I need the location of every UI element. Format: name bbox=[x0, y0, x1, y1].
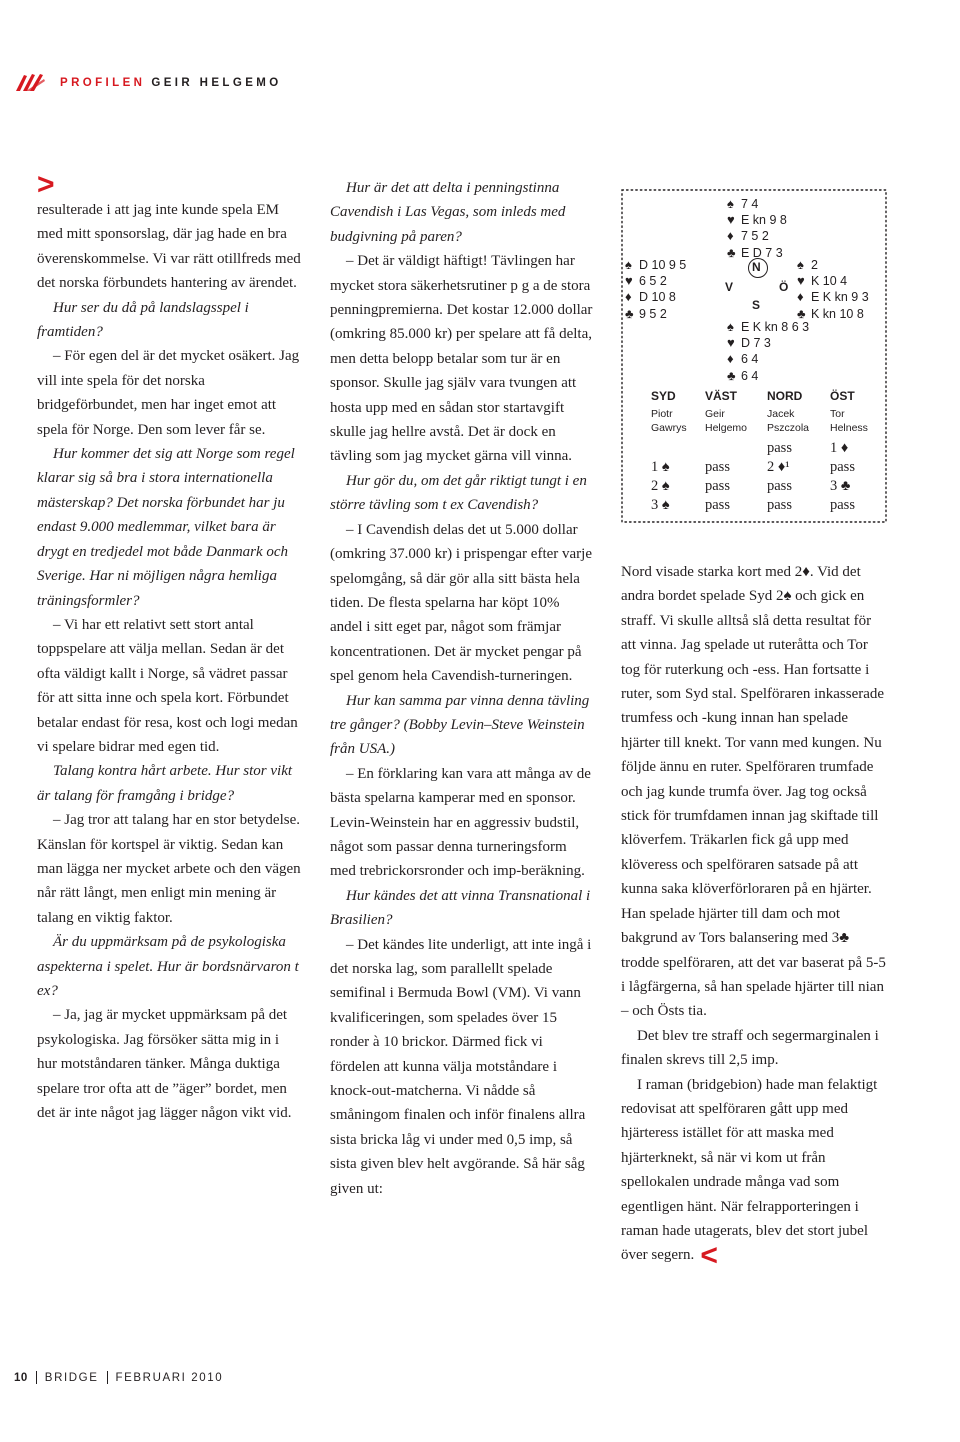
bid: pass bbox=[705, 497, 730, 513]
section-kicker bbox=[60, 77, 282, 89]
paragraph: resulterade i att jag inte kunde spela EM med mitt sponsorslag, där jag hade en bra överenskommelse. Vi var rätt otillfreds med det norska förbundets hantering av ärendet. bbox=[37, 202, 301, 292]
page-header bbox=[14, 72, 282, 94]
paragraph: – I Cavendish delas det ut 5.000 dollar (omkring 37.000 kr) i prispengar efter varje spelomgång, så där gör alla sitt bästa hela tiden. De flesta spelarna har köpt 10% andel i sitt eget par, något som främjar koncentrationen. Det är mycket pengar på spel genom hela Cavendish-turneringen. bbox=[330, 521, 592, 685]
bid: pass bbox=[767, 497, 792, 513]
bidding-round bbox=[621, 440, 887, 459]
west-suit-line bbox=[625, 306, 686, 322]
east-suit-line bbox=[797, 289, 869, 305]
suit-icon: ♠ bbox=[727, 319, 734, 334]
suit-icon: ♣ bbox=[727, 244, 736, 260]
bidding-round bbox=[621, 459, 887, 478]
text-column-3 bbox=[621, 560, 887, 1273]
east-suit-line bbox=[797, 257, 869, 273]
bid: 3 ♠ bbox=[651, 497, 670, 513]
bidding-round bbox=[621, 497, 887, 516]
header-vast: VÄST bbox=[705, 389, 738, 403]
fan-of-cards-logo bbox=[14, 73, 48, 93]
bidding-rows bbox=[621, 440, 887, 516]
bidding-players: Piotr Gawrys Geir Helgemo Jacek Pszczola Tor Helness bbox=[651, 408, 868, 434]
north-hand bbox=[727, 196, 787, 261]
east-suit-line bbox=[797, 273, 869, 289]
west-suit-line bbox=[625, 257, 686, 273]
suit-icon: ♦ bbox=[727, 351, 734, 367]
suit-icon: ♥ bbox=[727, 335, 735, 351]
cards: E K kn 9 3 bbox=[811, 290, 869, 305]
interview-question: Hur kommer det sig att Norge som regel klarar sig så bra i stora internationella mästerskap? Det norska förbundet har ju endast 9.000 medlemmar, vilket bara är drygt en tredjedel mot både Danmark och Sverige. Har ni möjligen några hemliga träningsformler? bbox=[37, 446, 295, 609]
cards: K kn 10 8 bbox=[811, 306, 864, 321]
interview-question: Hur är det att delta i penningstinna Cavendish i Las Vegas, som inleds med budgivning på paren? bbox=[330, 180, 566, 245]
suit-icon: ♥ bbox=[625, 273, 633, 289]
suit-icon: ♠ bbox=[625, 257, 632, 272]
north-suit-line bbox=[727, 196, 787, 212]
header-ost: ÖST bbox=[830, 389, 855, 403]
interview-question: Talang kontra hårt arbete. Hur stor vikt är talang för framgång i bridge? bbox=[37, 763, 293, 804]
south-suit-line bbox=[727, 351, 809, 367]
paragraph: – En förklaring kan vara att många av de bästa spelarna kamperar med en sponsor. Levin-Weinstein har en aggressiv budstil, något som passar denna turneringsform med trebrickorsronder och imp-beräkning. bbox=[330, 765, 591, 880]
page-footer bbox=[14, 1371, 223, 1384]
west-suit-line bbox=[625, 273, 686, 289]
text-column-1 bbox=[37, 170, 301, 1125]
cards: D 7 3 bbox=[741, 336, 771, 351]
header-syd: SYD bbox=[651, 389, 676, 403]
kicker-name: GEIR HELGEMO bbox=[151, 77, 282, 89]
interview-question: Hur kan samma par vinna denna tävling tre gånger? (Bobby Levin–Steve Weinstein från USA.) bbox=[330, 692, 590, 758]
suit-icon: ♣ bbox=[727, 367, 736, 383]
south-hand bbox=[727, 319, 809, 384]
footer-divider bbox=[107, 1371, 108, 1384]
north-suit-line bbox=[727, 212, 787, 228]
bidding-round bbox=[621, 478, 887, 497]
west-suit-line bbox=[625, 289, 686, 305]
page-number: 10 bbox=[14, 1371, 28, 1384]
compass-south: S bbox=[752, 298, 761, 312]
suit-icon: ♠ bbox=[727, 196, 734, 211]
bid: 2 ♦¹ bbox=[767, 459, 790, 475]
bidding-headers bbox=[621, 389, 887, 408]
paragraph: I raman (bridgebion) hade man felaktigt redovisat att spelföraren gått upp med hjärteress istället för att maska med hjärterknekt, så när vi kom ut från spellokalen undrade många vad som egentligen hänt. När felrapporteringen i raman hade utagerats, blev det stort jubel över segern. < bbox=[621, 1076, 878, 1273]
cards: K 10 4 bbox=[811, 274, 848, 289]
cards: D 10 9 5 bbox=[639, 258, 687, 272]
bid: 1 ♠ bbox=[651, 459, 670, 475]
east-hand bbox=[797, 257, 869, 322]
paragraph: Nord visade starka kort med 2♦. Vid det andra bordet spelade Syd 2♠ och gick en straff. Vi skulle alltså slå detta resultat för att vinna. Jag spelade ut ruteråtta och Tor tog för ruterkung och -ess. Han fortsatte i ruter, som Syd stal. Spelföraren inkasserade trumfess och -kung innan han spelade hjärter till knekt. Tor vann med kungen. Nu följde ännu en ruter. Spelföraren trumfade och jag kunde trumfa över. Jag tog också stick för trumfdamen innan jag skiftade till klöverfem. Träkarlen fick gå upp med klöveress och spelföraren satsade på att kunna saka klöverförloraren på en hjärter. Han spelade hjärter till dam och mot bakgrund av Tors balansering med 3♣ trodde spelföraren, att det var baserat på 5-5 i lågfärgerna, så han spelade hjärter till nian – och Östs tia. bbox=[621, 564, 886, 1020]
paragraph: – Det är väldigt häftigt! Tävlingen har mycket stora säkerhetsrutiner p g a de stora penningpremierna. Det kostar 12.000 dollar (omkring 85.000 kr) per spelare att få delta, men detta belopp betalar som tur är en sponsor. Skulle jag själv vara tvungen att hosta upp med en sådan stor startavgift skulle jag hellre avstå. Det är dock en tävling som jag mycket gärna vill vinna. bbox=[330, 253, 593, 465]
paragraph: – Ja, jag är mycket uppmärksam på det psykologiska. Jag försöker sätta mig in i hur motståndaren tänker. Många duktiga spelare tror ofta att de ”äger” bordet, men det är inte något jag lägger någon vikt vid. bbox=[37, 1007, 292, 1122]
paragraph: – Det kändes lite underligt, att inte ingå i det norska lag, som parallellt spelade semifinal i Bermuda Bowl (VM). Vi vann kvalificeringen, som spelades över 15 ronder à 10 brickor. Därmed fick vi fördelen att kunna välja motståndare i knock-out-matcherna. Vi nådde så småningom finalen och inför finalens allra sista bricka låg vi under med 0,5 imp, så sista given blev helt avgörande. Så här såg given ut: bbox=[330, 936, 592, 1197]
cards: 7 4 bbox=[741, 197, 759, 211]
south-suit-line bbox=[727, 368, 809, 384]
table-compass bbox=[725, 259, 789, 315]
south-suit-line bbox=[727, 319, 809, 335]
cards: 6 5 2 bbox=[639, 274, 667, 289]
suit-icon: ♣ bbox=[625, 305, 634, 321]
suit-icon: ♥ bbox=[727, 212, 735, 228]
paragraph: – För egen del är det mycket osäkert. Jag vill inte spela för det norska bridgeförbundet, men har inget emot att spela för Norge. Den som lever får se. bbox=[37, 348, 300, 438]
header-nord: NORD bbox=[767, 389, 803, 403]
text-column-2 bbox=[330, 176, 595, 1201]
cards: E kn 9 8 bbox=[741, 213, 787, 228]
bid: 2 ♠ bbox=[651, 478, 670, 494]
cards: 6 4 bbox=[741, 368, 759, 383]
suit-icon: ♠ bbox=[797, 257, 804, 272]
paragraph: Det blev tre straff och segermarginalen i finalen skrevs till 2,5 imp. bbox=[621, 1027, 879, 1069]
bid: pass bbox=[705, 478, 730, 494]
cards: 7 5 2 bbox=[741, 229, 769, 244]
bid: pass bbox=[767, 478, 792, 494]
compass-east: Ö bbox=[779, 280, 789, 294]
interview-question: Hur ser du då på landslagsspel i framtiden? bbox=[37, 299, 249, 341]
suit-icon: ♥ bbox=[797, 273, 805, 289]
north-suit-line bbox=[727, 228, 787, 244]
kicker-accent: PROFILEN bbox=[60, 77, 146, 89]
bid: 3 ♣ bbox=[830, 478, 851, 494]
compass-west: V bbox=[725, 280, 734, 294]
article-open-mark: > bbox=[37, 168, 55, 201]
suit-icon: ♦ bbox=[797, 289, 804, 305]
paragraph: – Vi har ett relativt sett stort antal toppspelare att välja mellan. Sedan är det ofta väldigt kallt i Norge, så vädret passar för att sitta inne och spela kort. Förbundet betalar endast för resa, kost och logi medan vi spelare bidrar med egen tid. bbox=[37, 616, 298, 755]
compass-north: N bbox=[752, 260, 761, 274]
bid: pass bbox=[767, 440, 792, 456]
suit-icon: ♦ bbox=[625, 289, 632, 305]
bid: pass bbox=[830, 459, 855, 475]
bridge-deal-diagram bbox=[621, 189, 887, 523]
bid: 1 ♦ bbox=[830, 440, 849, 456]
cards: 2 bbox=[811, 258, 818, 272]
interview-question: Är du uppmärksam på de psykologiska aspekterna i spelet. Hur är bordsnärvaron t ex? bbox=[37, 934, 299, 999]
interview-question: Hur gör du, om det går riktigt tungt i en större tävling som t ex Cavendish? bbox=[330, 472, 587, 514]
suit-icon: ♣ bbox=[797, 305, 806, 321]
cards: E D 7 3 bbox=[741, 245, 783, 260]
article-close-mark: < bbox=[700, 1239, 718, 1273]
issue-date: FEBRUARI 2010 bbox=[115, 1371, 224, 1384]
bidding-table bbox=[621, 389, 887, 516]
paragraph: – Jag tror att talang har en stor betydelse. Känslan för kortspel är viktig. Sedan kan man lägga ner mycket arbete och den vägen når rätt långt, men enligt min mening är talang en viktig faktor. bbox=[37, 812, 301, 926]
bid: pass bbox=[830, 497, 855, 513]
south-suit-line bbox=[727, 335, 809, 351]
cards: E K kn 8 6 3 bbox=[741, 320, 810, 334]
west-hand bbox=[625, 257, 686, 322]
cards: 6 4 bbox=[741, 352, 759, 367]
interview-question: Hur kändes det att vinna Transnational i Brasilien? bbox=[330, 887, 591, 929]
footer-divider bbox=[36, 1371, 37, 1384]
suit-icon: ♦ bbox=[727, 228, 734, 244]
cards: 9 5 2 bbox=[639, 306, 667, 321]
bid: pass bbox=[705, 459, 730, 475]
cards: D 10 8 bbox=[639, 290, 676, 305]
magazine-name: BRIDGE bbox=[44, 1371, 99, 1384]
